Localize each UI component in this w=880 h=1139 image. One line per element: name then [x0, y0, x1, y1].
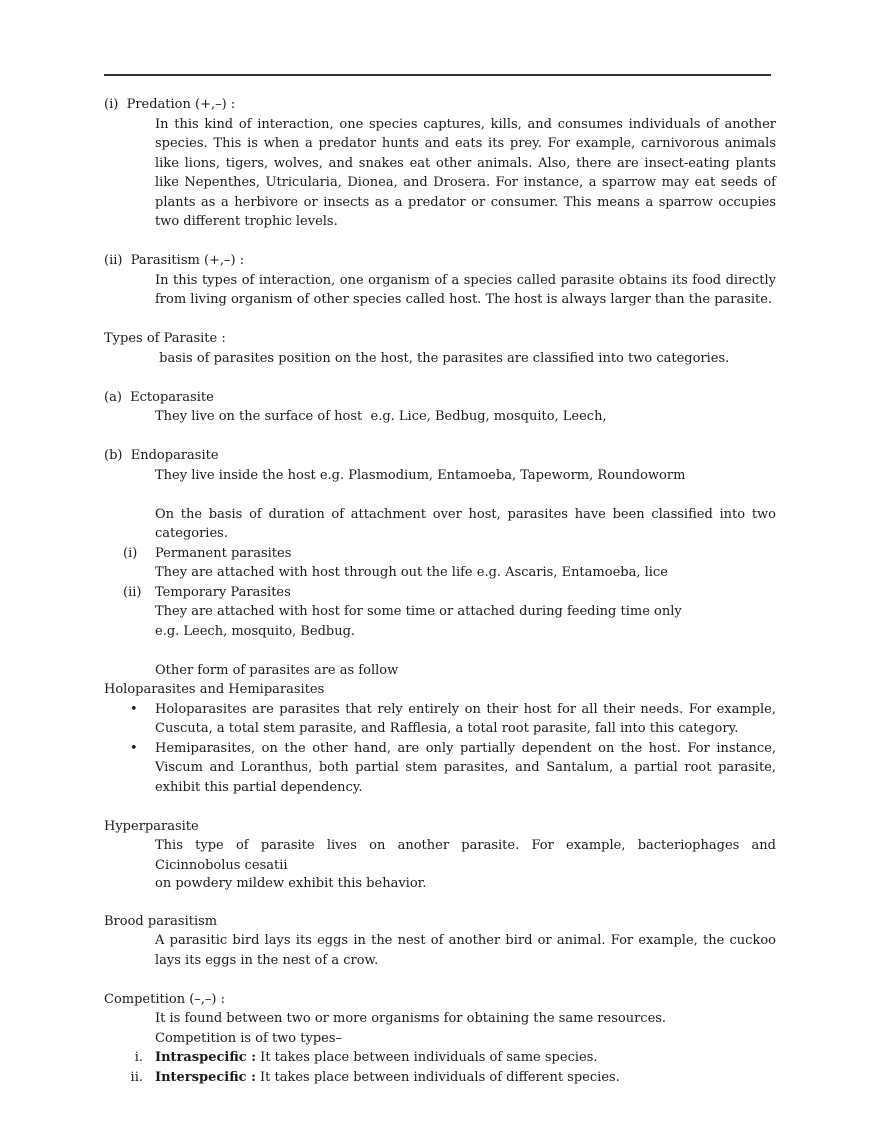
item-number: (i)	[123, 545, 138, 561]
item-text: It takes place between individuals of different species.	[255, 1069, 620, 1085]
item-number: (ii)	[123, 584, 142, 600]
list-item-text: Holoparasites are parasites that rely entirely on their host for all their needs. For example, Cuscuta, a total stem parasite, and Rafflesia, a total root parasite, fall into this category.	[155, 701, 776, 736]
competition-heading: Competition (–,–) :	[104, 991, 225, 1007]
duration-intro: On the basis of duration of attachment over host, parasites have been classified into two categories.	[155, 506, 776, 541]
competition-text-2: Competition is of two types–	[155, 1030, 343, 1046]
document-body	[104, 95, 776, 1087]
item-text: It takes place between individuals of same species.	[256, 1050, 598, 1065]
item-term: Interspecific :	[155, 1069, 256, 1085]
item-number: i.	[134, 1050, 143, 1065]
hyperparasite-heading: Hyperparasite	[104, 818, 199, 834]
types-heading: Types of Parasite :	[104, 331, 226, 346]
endoparasite-text: They live inside the host e.g. Plasmodium, Entamoeba, Tapeworm, Roundoworm	[155, 467, 686, 483]
hyperparasite-text-2: on powdery mildew exhibit this behavior.	[155, 876, 427, 891]
interspecific-item	[104, 1068, 776, 1088]
endoparasite-heading: (b) Endoparasite	[104, 448, 219, 463]
item-title: Permanent parasites	[155, 545, 292, 561]
types-text: basis of parasites position on the host, the parasites are classified into two categories.	[155, 350, 730, 366]
competition-text-1: It is found between two or more organisms for obtaining the same resources.	[155, 1011, 667, 1026]
brood-heading: Brood parasitism	[104, 913, 218, 929]
header-rule	[104, 74, 771, 76]
permanent-item	[104, 544, 776, 564]
list-item-text: Hemiparasites, on the other hand, are only partially dependent on the host. For instance, Viscum and Loranthus, both partial stem parasites, and Santalum, a partial root parasite, exhibit this partial dependency.	[155, 740, 776, 795]
predation-text: In this kind of interaction, one species captures, kills, and consumes individuals of another species. This is when a predator hunts and eats its prey. For example, carnivorous animals like lions, tigers, wolves, and snakes eat other animals. Also, there are insect-eating plants like Nepenthes, Utricularia, Dionea, and Drosera. For instance, a sparrow may eat seeds of plants as a herbivore or insects as a predator or consumer. This means a sparrow occupies two different trophic levels.	[155, 116, 776, 229]
temporary-examples: e.g. Leech, mosquito, Bedbug.	[155, 623, 356, 639]
ectoparasite-text: They live on the surface of host e.g. Lice, Bedbug, mosquito, Leech,	[155, 409, 607, 424]
holo-hemi-heading: Holoparasites and Hemiparasites	[104, 682, 325, 697]
predation-heading: (i) Predation (+,–) :	[104, 97, 236, 112]
ectoparasite-heading: (a) Ectoparasite	[104, 389, 214, 405]
brood-text: A parasitic bird lays its eggs in the nest of another bird or animal. For example, the cuckoo lays its eggs in the nest of a crow.	[155, 933, 776, 968]
holo-hemi-list	[104, 700, 776, 798]
parasitism-heading: (ii) Parasitism (+,–) :	[104, 253, 245, 268]
intraspecific-item	[104, 1048, 776, 1068]
list-item	[104, 700, 776, 739]
temporary-text: They are attached with host for some time or attached during feeding time only	[155, 604, 682, 619]
item-number: ii.	[130, 1069, 143, 1085]
temporary-item	[104, 583, 776, 603]
other-forms-text: Other form of parasites are as follow	[155, 662, 399, 678]
item-title: Temporary Parasites	[155, 584, 291, 600]
hyperparasite-text-1: This type of parasite lives on another parasite. For example, bacteriophages and Cicinnobolus cesatii	[155, 838, 776, 873]
parasitism-text: In this types of interaction, one organism of a species called parasite obtains its food directly from living organism of other species called host. The host is always larger than the parasite.	[155, 272, 776, 307]
bullet-icon: •	[130, 701, 138, 717]
bullet-icon: •	[130, 740, 138, 756]
permanent-text: They are attached with host through out the life e.g. Ascaris, Entamoeba, lice	[155, 565, 668, 580]
list-item	[104, 739, 776, 798]
item-term: Intraspecific :	[155, 1050, 257, 1065]
